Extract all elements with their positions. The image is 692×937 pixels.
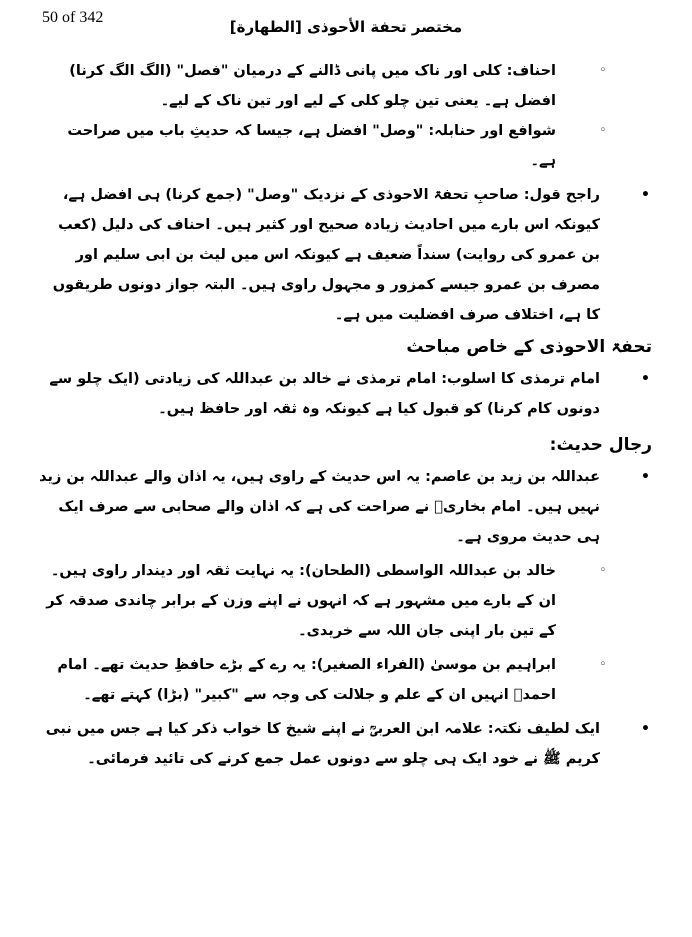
filled-bullet-icon: • (641, 721, 650, 737)
hollow-bullet-icon: ◦ (599, 659, 606, 670)
hollow-bullet-icon: ◦ (599, 125, 606, 136)
list-item (37, 650, 652, 710)
list-item (37, 556, 652, 646)
filled-bullet-icon: • (641, 469, 650, 485)
hollow-bullet-icon: ◦ (599, 565, 606, 576)
hollow-bullet-icon: ◦ (599, 65, 606, 76)
running-title: مختصر تحفة الأحوذی [الطهارة] (229, 18, 463, 36)
page-counter: 50 of 342 (42, 9, 104, 26)
filled-bullet-icon: • (641, 187, 650, 203)
item-text: شوافع اور حنابلہ: "وصل" افضل ہے، جیسا کہ حدیثِ باب میں صراحت ہے۔ (67, 123, 556, 169)
list-item (37, 56, 652, 116)
item-text: خالد بن عبداللہ الواسطی (الطحان): یہ نہایت ثقہ اور دیندار راوی ہیں۔ ان کے بارے میں مشہور ہے کہ انہوں نے اپنے وزن کے برابر چاندی صدقہ کر کے تین بار اپنی جان اللہ سے خریدی۔ (46, 563, 556, 639)
section-heading: تحفۃ الاحوذی کے خاص مباحث (406, 337, 652, 357)
item-text: ابراہیم بن موسیٰ (الفراء الصغیر): یہ رے کے بڑے حافظِ حدیث تھے۔ امام احمدؒ انہیں ان کے علم و جلالت کی وجہ سے "کبیر" (بڑا) کہتے تھے۔ (57, 657, 556, 703)
list-item (37, 364, 652, 424)
list-item (37, 116, 652, 176)
filled-bullet-icon: • (641, 371, 650, 387)
section-heading: رجال حدیث: (549, 435, 652, 455)
item-text: عبداللہ بن زید بن عاصم: یہ اس حدیث کے راوی ہیں، یہ اذان والے عبداللہ بن زید نہیں ہیں۔ امام بخاریؒ نے صراحت کی ہے کہ اذان والے صحابی سے صرف ایک ہی حدیث مروی ہے۔ (39, 469, 600, 545)
list-item (37, 180, 652, 330)
list-item (37, 462, 652, 552)
item-text: امام ترمذی کا اسلوب: امام ترمذی نے خالد بن عبداللہ کی زیادتی (ایک چلو سے دونوں کام کرنا) کو قبول کیا ہے کیونکہ وہ ثقہ اور حافظ ہیں۔ (49, 371, 600, 417)
item-text: ایک لطیف نکتہ: علامہ ابن العربیؒ نے اپنے شیخ کا خواب ذکر کیا ہے جس میں نبی کریم ﷺ نے خود ایک ہی چلو سے دونوں عمل جمع کرنے کی تائید فرمائی۔ (45, 721, 600, 767)
page-content (37, 56, 652, 774)
item-text: راجح قول: صاحبِ تحفۃ الاحوذی کے نزدیک "وصل" (جمع کرنا) ہی افضل ہے، کیونکہ اس بارے میں احادیث زیادہ صحیح اور کثیر ہیں۔ احناف کی دلیل (کعب بن عمرو کی روایت) سنداً ضعیف ہے کیونکہ اس میں لیث بن ابی سلیم اور مصرف بن عمرو جیسے کمزور و مجہول راوی ہیں۔ البتہ جواز دونوں طریقوں کا ہے، اختلاف صرف افضلیت میں ہے۔ (52, 187, 600, 323)
item-text: احناف: کلی اور ناک میں پانی ڈالنے کے درمیان "فصل" (الگ الگ کرنا) افضل ہے۔ یعنی تین چلو کلی کے لیے اور تین ناک کے لیے۔ (69, 63, 556, 109)
list-item (37, 714, 652, 774)
